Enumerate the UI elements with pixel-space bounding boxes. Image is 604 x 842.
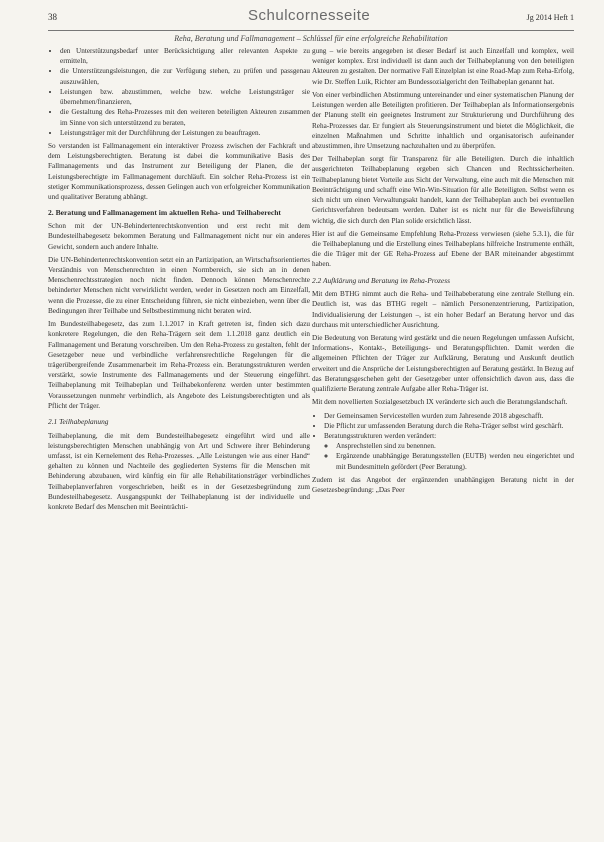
bullet-list (48, 46, 310, 138)
list-item: • Der Gemeinsamen Servicestellen wurden zum Jahresende 2018 abgeschafft. (324, 411, 574, 421)
page-number: 38 (48, 12, 57, 22)
list-item: ◦ Ansprechstellen sind zu benennen. (336, 441, 574, 451)
list-item: ◦ Ergänzende unabhängige Beratungsstellen (EUTB) werden neu eingerichtet und mit Bundesmitteln gefördert (Peer Beratung). (336, 451, 574, 471)
list-item: • Die Pflicht zur umfassenden Beratung durch die Reha-Träger selbst wird geschärft. (324, 421, 574, 431)
paragraph: Von einer verbindlichen Abstimmung untereinander und einer systematischen Planung der Leistungen werden alle Beteiligten profitieren. Der Teilhabeplan als Informationsergebnis der Planung stellt ein geeignetes Instrument zur Strukturierung und Durchführung des Reha-Prozesses dar. Er fungiert als Steuerungsinstrument und bietet die Möglichkeit, die einzelnen Maßnahmen und Schritte inhaltlich und organisatorisch aufeinander abzustimmen, ihre Umsetzung nachzuhalten und zu überprüfen. (312, 90, 574, 150)
subsection-heading: 2.1 Teilhabeplanung (48, 417, 109, 427)
list-item: • die Unterstützungsleistungen, die zur Verfügung stehen, zu prüfen und passgenau auszuwählen, (60, 66, 310, 86)
right-column (312, 46, 574, 498)
list-item: • den Unterstützungsbedarf unter Berücksichtigung aller relevanten Aspekte zu ermitteln, (60, 46, 310, 66)
issue-info: Jg 2014 Heft 1 (526, 13, 574, 22)
paragraph: Der Teilhabeplan sorgt für Transparenz für alle Beteiligten. Durch die inhaltlich ausgerichteten Teilhabeplanung ergeben sich Chancen und Rechtssicherheiten. Teilhabeplanung bietet Vorteile aus Sicht der Verwaltung, eine auch mit die Menschen mit Beeinträchtigung und schafft eine Win-Win-Situation für alle Beteiligten. Selbst wenn es sich nicht um einen Verwaltungsakt handelt, kann der Teilhabeplan auch bei eventuellen Gerichtsverfahren bedeutsam werden. Daher ist es nicht nur für die Beweisführung wichtig, die sich durch den Plan solide ersichtlich lässt. (312, 155, 574, 225)
section-heading: 2. Beratung und Fallmanagement im aktuellen Reha- und Teilhaberecht (48, 208, 281, 218)
paragraph: Die Bedeutung von Beratung wird gestärkt und die neuen Regelungen umfassen Aufsicht, Informations-, Kontakt-, Beteiligungs- und Beratungspflichten. Damit werden die allgemeinen Pflichten der Träger zur Aufklärung, Beratung und Auskunft deutlich erweitert und die Ansprüche der Leistungsberechtigten auf Beratung gestärkt. In Bezug auf das Beratungsgeschehen geht der Gesetzgeber unter offensichtlich davon aus, dass die qualifizierte Beratung zentrale Aufgabe aller Reha-Träger ist. (312, 333, 574, 394)
journal-title: Schulcornesseite (248, 7, 371, 24)
paragraph: Im Bundesteilhabegesetz, das zum 1.1.2017 in Kraft getreten ist, finden sich dazu konkretere Regelungen, die den Reha-Trägern seit dem 1.1.2018 ganz deutlich ein Fallmanagement und Beratung vorschreiben. Um den Reha-Prozess zu gestalten, fehlt der Gesetzgeber neue und verbindliche verfahrensrechtliche Regelungen für die trägerübergreifende Zusammenarbeit im Reha-Prozess ein. Beratungsstrukturen werden verstärkt, sowie Instrumente des Fallmanagements und der Steuerung eingeführt. Teilhabeplanung mit Teilhabeplan und Teilhabekonferenz werden unter bestimmten Voraussetzungen nunmehr verbindlich, als Angebote des Leistungsberechtigten und als Pflicht der Träger. (48, 320, 310, 410)
list-item: • Leistungen bzw. abzustimmen, welche bzw. welche Leistungsträger sie übernehmen/finanzieren, (60, 87, 310, 107)
paragraph: Mit dem novellierten Sozialgesetzbuch IX veränderte sich auch die Beratungslandschaft. (312, 398, 568, 407)
list-item: • die Gestaltung des Reha-Prozesses mit den weiteren beteiligten Akteuren zusammen im Sinne von sich unterstützend zu beraten, (60, 107, 310, 127)
paragraph: gung – wie bereits angegeben ist dieser Bedarf ist auch Einzelfall und komplex, weil weniger komplex. Erst individuell ist dann auch der Teilhabeplanung von den beteiligten Akteuren zu gestalten. Der normative Fall Einzelplan ist eine Road-Map zum Reha-Erfolg, wie Dr. Steffen Luik, Richter am Bundessozialgericht den Teilhabeplan genannt hat. (312, 47, 574, 86)
bullet-list (312, 411, 574, 472)
list-item-text: Beratungsstrukturen werden verändert: (324, 431, 437, 440)
paragraph: Die UN-Behindertenrechtskonvention setzt ein an Partizipation, an Wirtschaftsorientiertes Verständnis von Menschenrechten in einen Normbereich, sie sich an in denen Menschenrechtsstrategien noch nicht finden. Dennoch können Menschenrechte behinderter Menschen nicht verwirklicht werden, weder in Gesetzen noch am Einzelfall, wenn die Prozesse, die zu einer Entscheidung führen, sie nicht einbeziehen, wenn über die Bedingungen ihrer Teilhabe und Selbstbestimmung nicht beraten wird. (48, 255, 310, 315)
list-item (324, 431, 574, 472)
article-subtitle: Reha, Beratung und Fallmanagement – Schlüssel für eine erfolgreiche Rehabilitation (174, 34, 448, 43)
page-header (48, 7, 574, 31)
list-item: • Leistungsträger mit der Durchführung der Leistungen zu beauftragen. (60, 128, 310, 138)
paragraph: Zudem ist das Angebot der ergänzenden unabhängigen Beratung nicht in der Gesetzesbegründung: „Das Peer (312, 475, 574, 495)
left-column (48, 46, 310, 515)
paragraph: So verstanden ist Fallmanagement ein interaktiver Prozess zwischen der Fachkraft und dem Leistungsberechtigten. Beratung ist dabei die kommunikative Basis des Fallmanagements und das Instrument zur Beteiligung der Planen, die der Leistungsberechtigte im Fallmanagement durchläuft. Ein solcher Reha-Prozess ist ein stetiger Kommunikationsprozess, dessen Gelingen auch von erfolgreicher Kommunikation und qualitativer Beratung abhängt. (48, 141, 310, 202)
nested-bullet-list (324, 441, 574, 472)
paragraph: Hier ist auf die Gemeinsame Empfehlung Reha-Prozess verwiesen (siehe 5.3.1), die für die Teilhabeplanung und die Erstellung eines Teilhabeplans hilfreiche Instrumente enthält, die die Träger mit der GE Reha-Prozess auf Ebene der BAR miteinander abgestimmt haben. (312, 229, 574, 269)
subsection-heading: 2.2 Aufklärung und Beratung im Reha-Prozess (312, 275, 450, 285)
paragraph: Schon mit der UN-Behindertenrechtskonvention und erst recht mit dem Bundesteilhabegesetz bekommen Beratung und Fallmanagement nicht nur ein anderes Gewicht, sondern auch andere Inhalte. (48, 222, 310, 251)
paragraph: Mit dem BTHG nimmt auch die Reha- und Teilhabeberatung eine zentrale Stellung ein. Deutlich ist, was das BTHG regelt – nämlich Personenzentrierung, Partizipation, Individualisierung der Leistungen –, ist ein hoher Bedarf an Beratung hervor und das durchaus mit unterschiedlicher Ausrichtung. (312, 290, 574, 329)
paragraph: Teilhabeplanung, die mit dem Bundesteilhabegesetz eingeführt wird und alle leistungsberechtigten Menschen unabhängig von Art und Schwere ihrer Behinderung umfasst, ist ein Kernelement des Reha-Prozesses. „Alle Leistungen wie aus einer Hand“ gehalten zu können und Nachteile des gegliederten Systems für die Menschen mit Behinderung abzubauen, wird künftig ein für alle Rehabilitationsträger verbindliches Teilhabeplanverfahren vorgeschrieben, heißt es in der Gesetzesbegründung zum Bundesteilhabegesetz. Ausgangspunkt der Teilhabeplanung ist der individuelle und konkrete Bedarf des Menschen mit Beeinträchti- (48, 431, 310, 512)
